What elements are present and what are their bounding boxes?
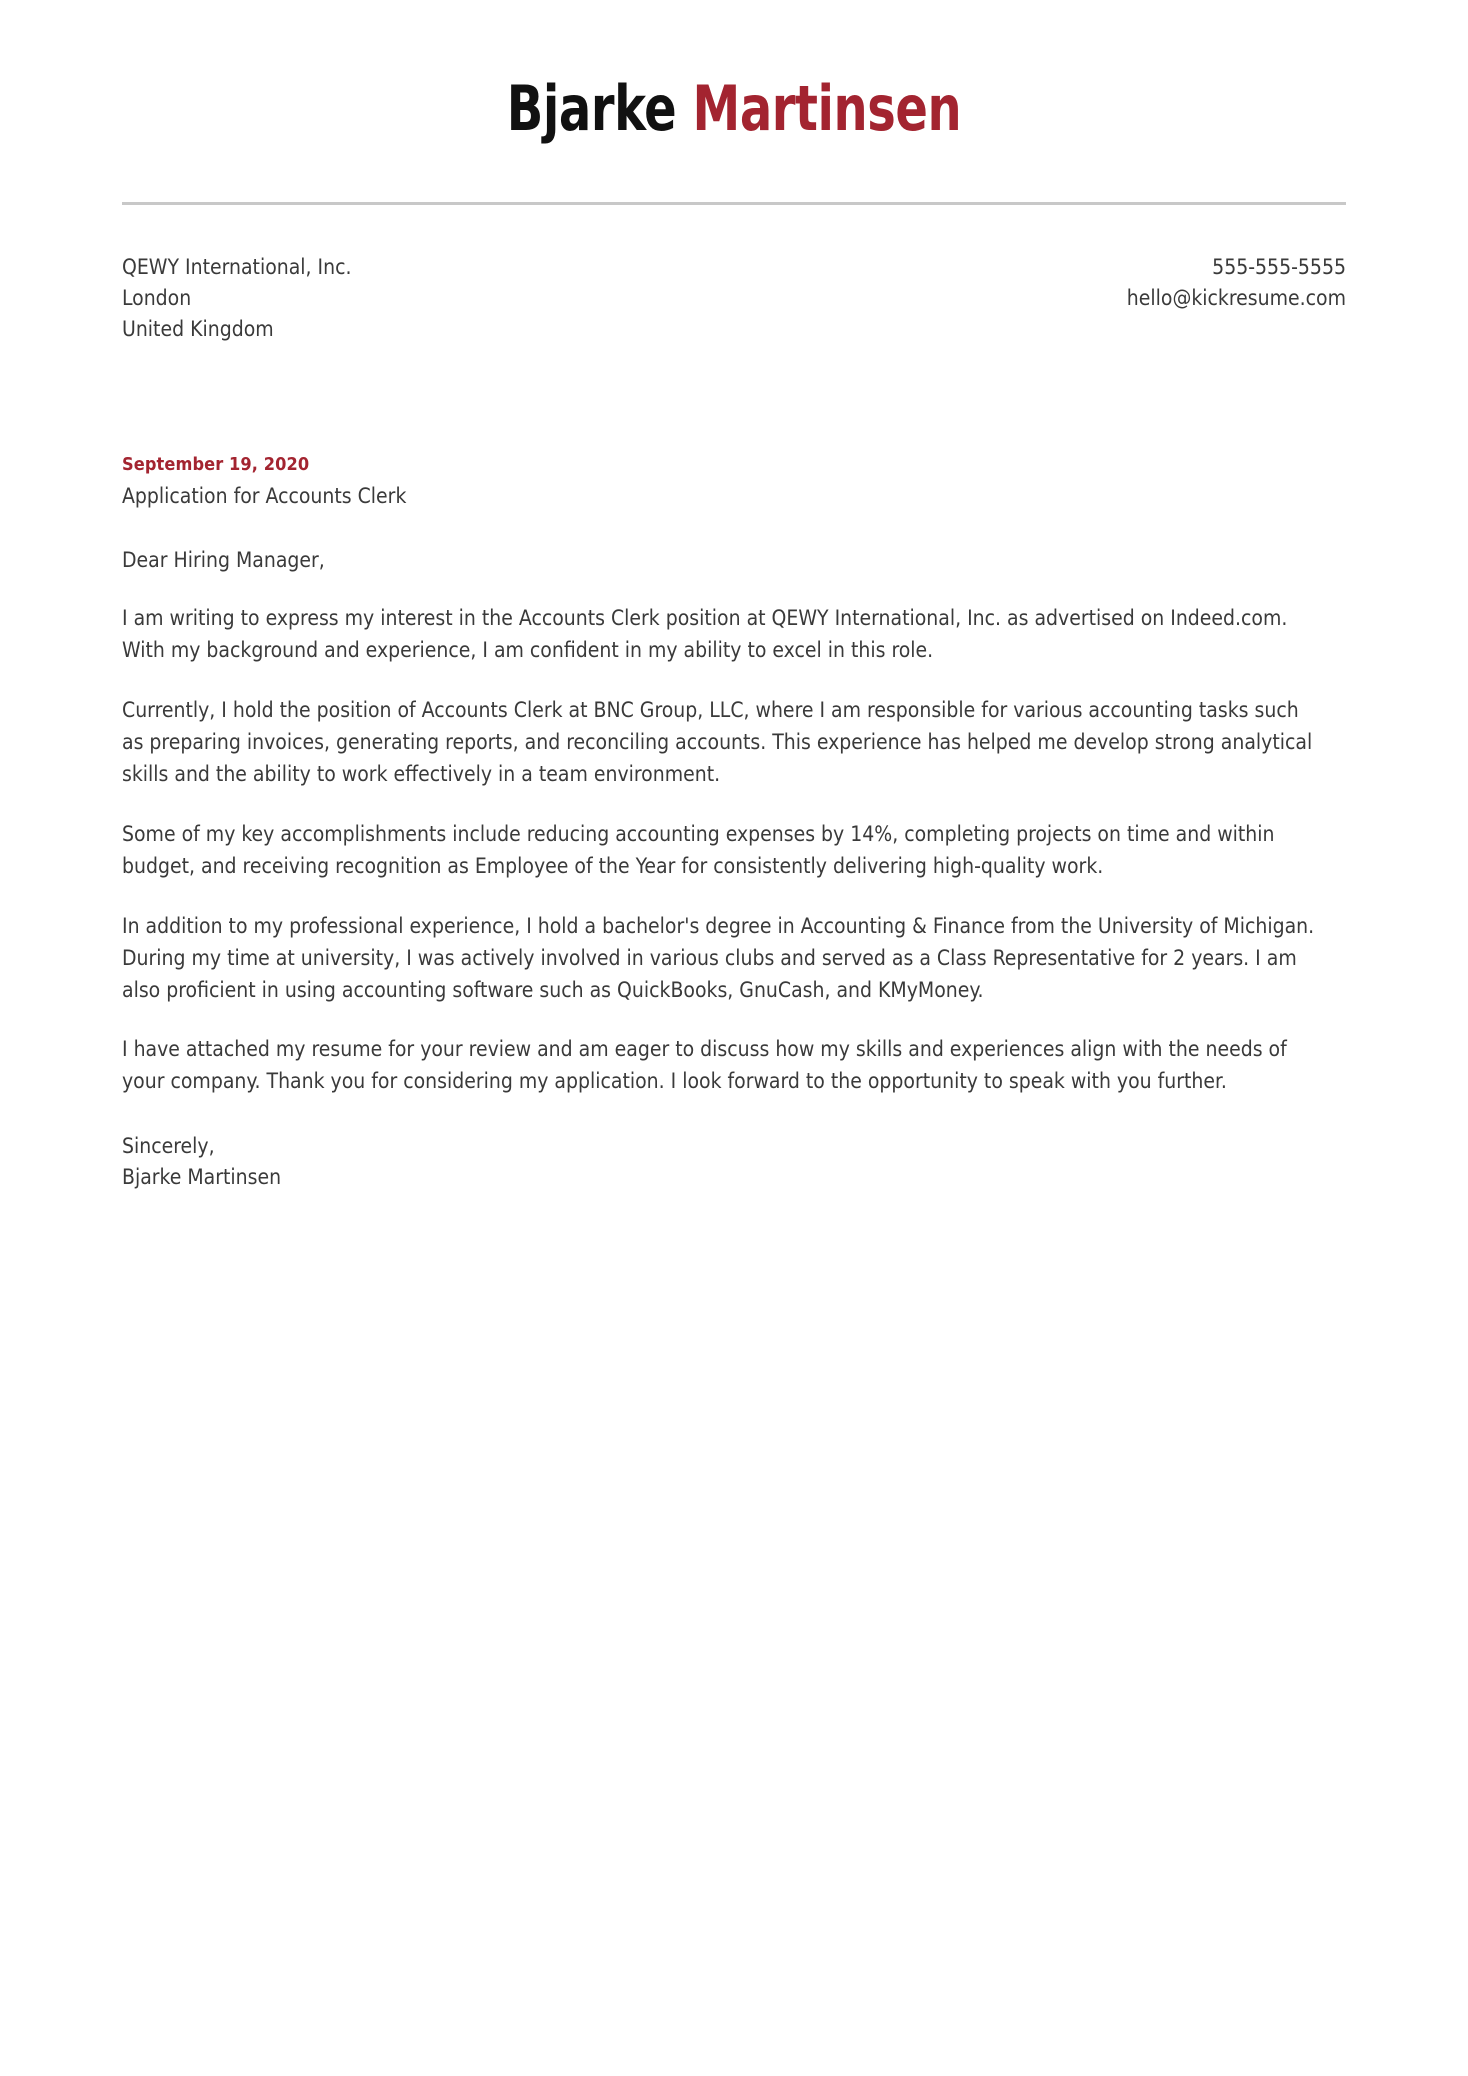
contact-email[interactable]: hello@kickresume.com (1126, 286, 1346, 311)
recipient-company: QEWY International, Inc. (122, 255, 352, 279)
applicant-last-name: Martinsen (692, 72, 962, 145)
letter-header (0, 0, 1468, 145)
applicant-name (103, 72, 1365, 145)
closing-signature-name: Bjarke Martinsen (122, 1165, 282, 1190)
letter-paragraph: I have attached my resume for your review and am eager to discuss how my skills and experiences align with the needs of your company. Thank you for considering my application. I look forward to the opportunity to speak with you further. (122, 1037, 1287, 1094)
letter-closing-block (122, 1131, 1346, 1193)
closing-salutation: Sincerely, (122, 1134, 215, 1159)
letter-salutation: Dear Hiring Manager, (122, 547, 325, 572)
recipient-country: United Kingdom (122, 317, 274, 342)
header-divider (122, 202, 1346, 205)
letter-paragraph: Currently, I hold the position of Accounts Clerk at BNC Group, LLC, where I am responsible for various accounting tasks such as preparing invoices, generating reports, and reconciling accounts. This experience has helped me develop strong analytical skills and the ability to work effectively in a team environment. (122, 698, 1313, 787)
letter-body (0, 453, 1468, 1193)
letter-paragraph: Some of my key accomplishments include reducing accounting expenses by 14%, completing projects on time and within budget, and receiving recognition as Employee of the Year for consistently delivering high-quality work. (122, 821, 1275, 878)
letter-subject: Application for Accounts Clerk (122, 483, 407, 508)
letter-date: September 19, 2020 (122, 454, 310, 476)
sender-contact-block (1127, 252, 1346, 314)
letter-paragraph: In addition to my professional experience, I hold a bachelor's degree in Accounting & Finance from the University of Michigan. During my time at university, I was actively involved in various clubs and served as a Class Representative for 2 years. I am also proficient in using accounting software such as QuickBooks, GnuCash, and KMyMoney. (122, 913, 1315, 1002)
letter-paragraph: I am writing to express my interest in the Accounts Clerk position at QEWY International, Inc. as advertised on Indeed.com. With my background and experience, I am confident in my ability to excel in this role. (122, 606, 1288, 663)
header-divider-wrap (0, 202, 1468, 205)
contact-phone: 555-555-5555 (1212, 255, 1346, 279)
applicant-first-name: Bjarke (506, 72, 677, 145)
address-contact-row (0, 252, 1468, 345)
recipient-city: London (122, 286, 192, 311)
recipient-address-block (122, 252, 351, 345)
